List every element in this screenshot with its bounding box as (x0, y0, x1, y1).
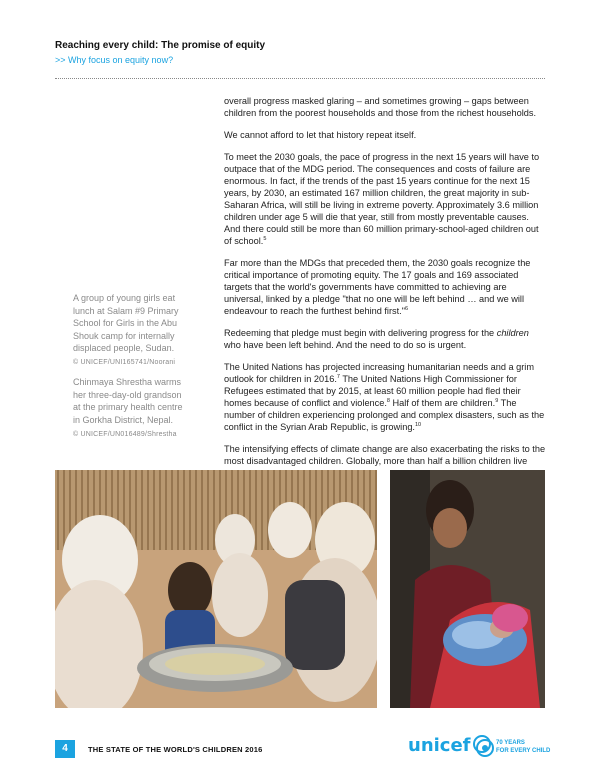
anniversary-icon (476, 737, 494, 759)
paragraph-5-text-a: Redeeming that pledge must begin with delivering progress for the (224, 328, 497, 338)
paragraph-6 (224, 361, 546, 433)
paragraph-1: overall progress masked glaring – and sometimes growing – gaps between children from the poorest households and those from the richest households. (224, 96, 537, 118)
anniversary-line-2: FOR EVERY CHILD (496, 748, 551, 754)
section-subtitle: >> Why focus on equity now? (55, 55, 174, 65)
photo-credit-2: © UNICEF/UN016489/Shrestha (73, 431, 177, 438)
footer-report-title: THE STATE OF THE WORLD'S CHILDREN 2016 (88, 745, 263, 754)
footnote-ref: 6 (405, 305, 409, 312)
paragraph-7: The intensifying effects of climate change are also exacerbating the risks to the most disadvantaged children. Globally, more than half a billion children live (224, 444, 546, 466)
paragraph-5-text-b: who have been left behind. And the need to do so is urgent. (224, 340, 467, 350)
paragraph-5-emphasis: children (496, 328, 529, 338)
paragraph-6-text-c: Half of them are children. (389, 398, 496, 408)
paragraph-4-text: Far more than the MDGs that preceded them, the 2030 goals recognize the critical importance of promoting equity. The 17 goals and 169 associated targets that the world's governments have committed to achieving are universal, linked by a pledge "that no one will be left behind … and we will endeavour to reach the furthest behind first." (224, 258, 531, 316)
paragraph-2: We cannot afford to let that history repeat itself. (224, 130, 417, 140)
footnote-ref: 10 (415, 421, 422, 428)
paragraph-3-text: To meet the 2030 goals, the pace of progress in the next 15 years will have to outpace that of the MDG period. The consequences and costs of failure are enormous. In fact, if the trends of the past 15 years continue for the next 15 years, by 2030, an estimated 167 million children, the great majority in sub-Saharan Africa, will still be living in extreme poverty. Approximately 3.6 million children under age 5 will die that year, still from mostly preventable causes. And there could still be more than 60 million primary-school-aged children out of school. (224, 152, 540, 246)
photo-caption-1: A group of young girls eat lunch at Salam #9 Primary School for Girls in the Abu Shouk camp for internally displaced people, Sudan. (73, 293, 179, 353)
paragraph-5 (224, 327, 546, 351)
paragraph-3 (224, 151, 546, 247)
paragraph-6-text-b: The United Nations High Commissioner for Refugees estimated that by 2015, at least 60 million people had fled their homes because of conflict and violence. (224, 374, 521, 408)
dotted-divider (55, 78, 545, 79)
footnote-ref: 8 (386, 397, 390, 404)
main-text-column (224, 95, 546, 477)
paragraph-6-text-a: The United Nations has projected increasing humanitarian needs and a grim outlook for children in 2016. (224, 362, 535, 384)
footnote-ref: 9 (495, 397, 499, 404)
photo-caption-2: Chinmaya Shrestha warms her three-day-old grandson at the primary health centre in Gorkha District, Nepal. (73, 377, 183, 425)
photo-grandmother-with-baby (390, 470, 545, 708)
anniversary-logo (476, 737, 556, 759)
anniversary-line-1: 70 YEARS (496, 740, 525, 746)
paragraph-6-text-d: The number of children experiencing prolonged and complex disasters, such as the conflict in the Syrian Arab Republic, is growing. (224, 398, 545, 432)
footnote-ref: 5 (263, 235, 267, 242)
page-number: 4 (55, 740, 75, 758)
page-header-title: Reaching every child: The promise of equity (55, 40, 266, 51)
unicef-logo: unicef (408, 735, 491, 756)
photo-credit-1: © UNICEF/UNI165741/Noorani (73, 359, 176, 366)
photo-girls-eating-lunch (55, 470, 377, 708)
footnote-ref: 7 (336, 373, 340, 380)
paragraph-4 (224, 257, 546, 317)
